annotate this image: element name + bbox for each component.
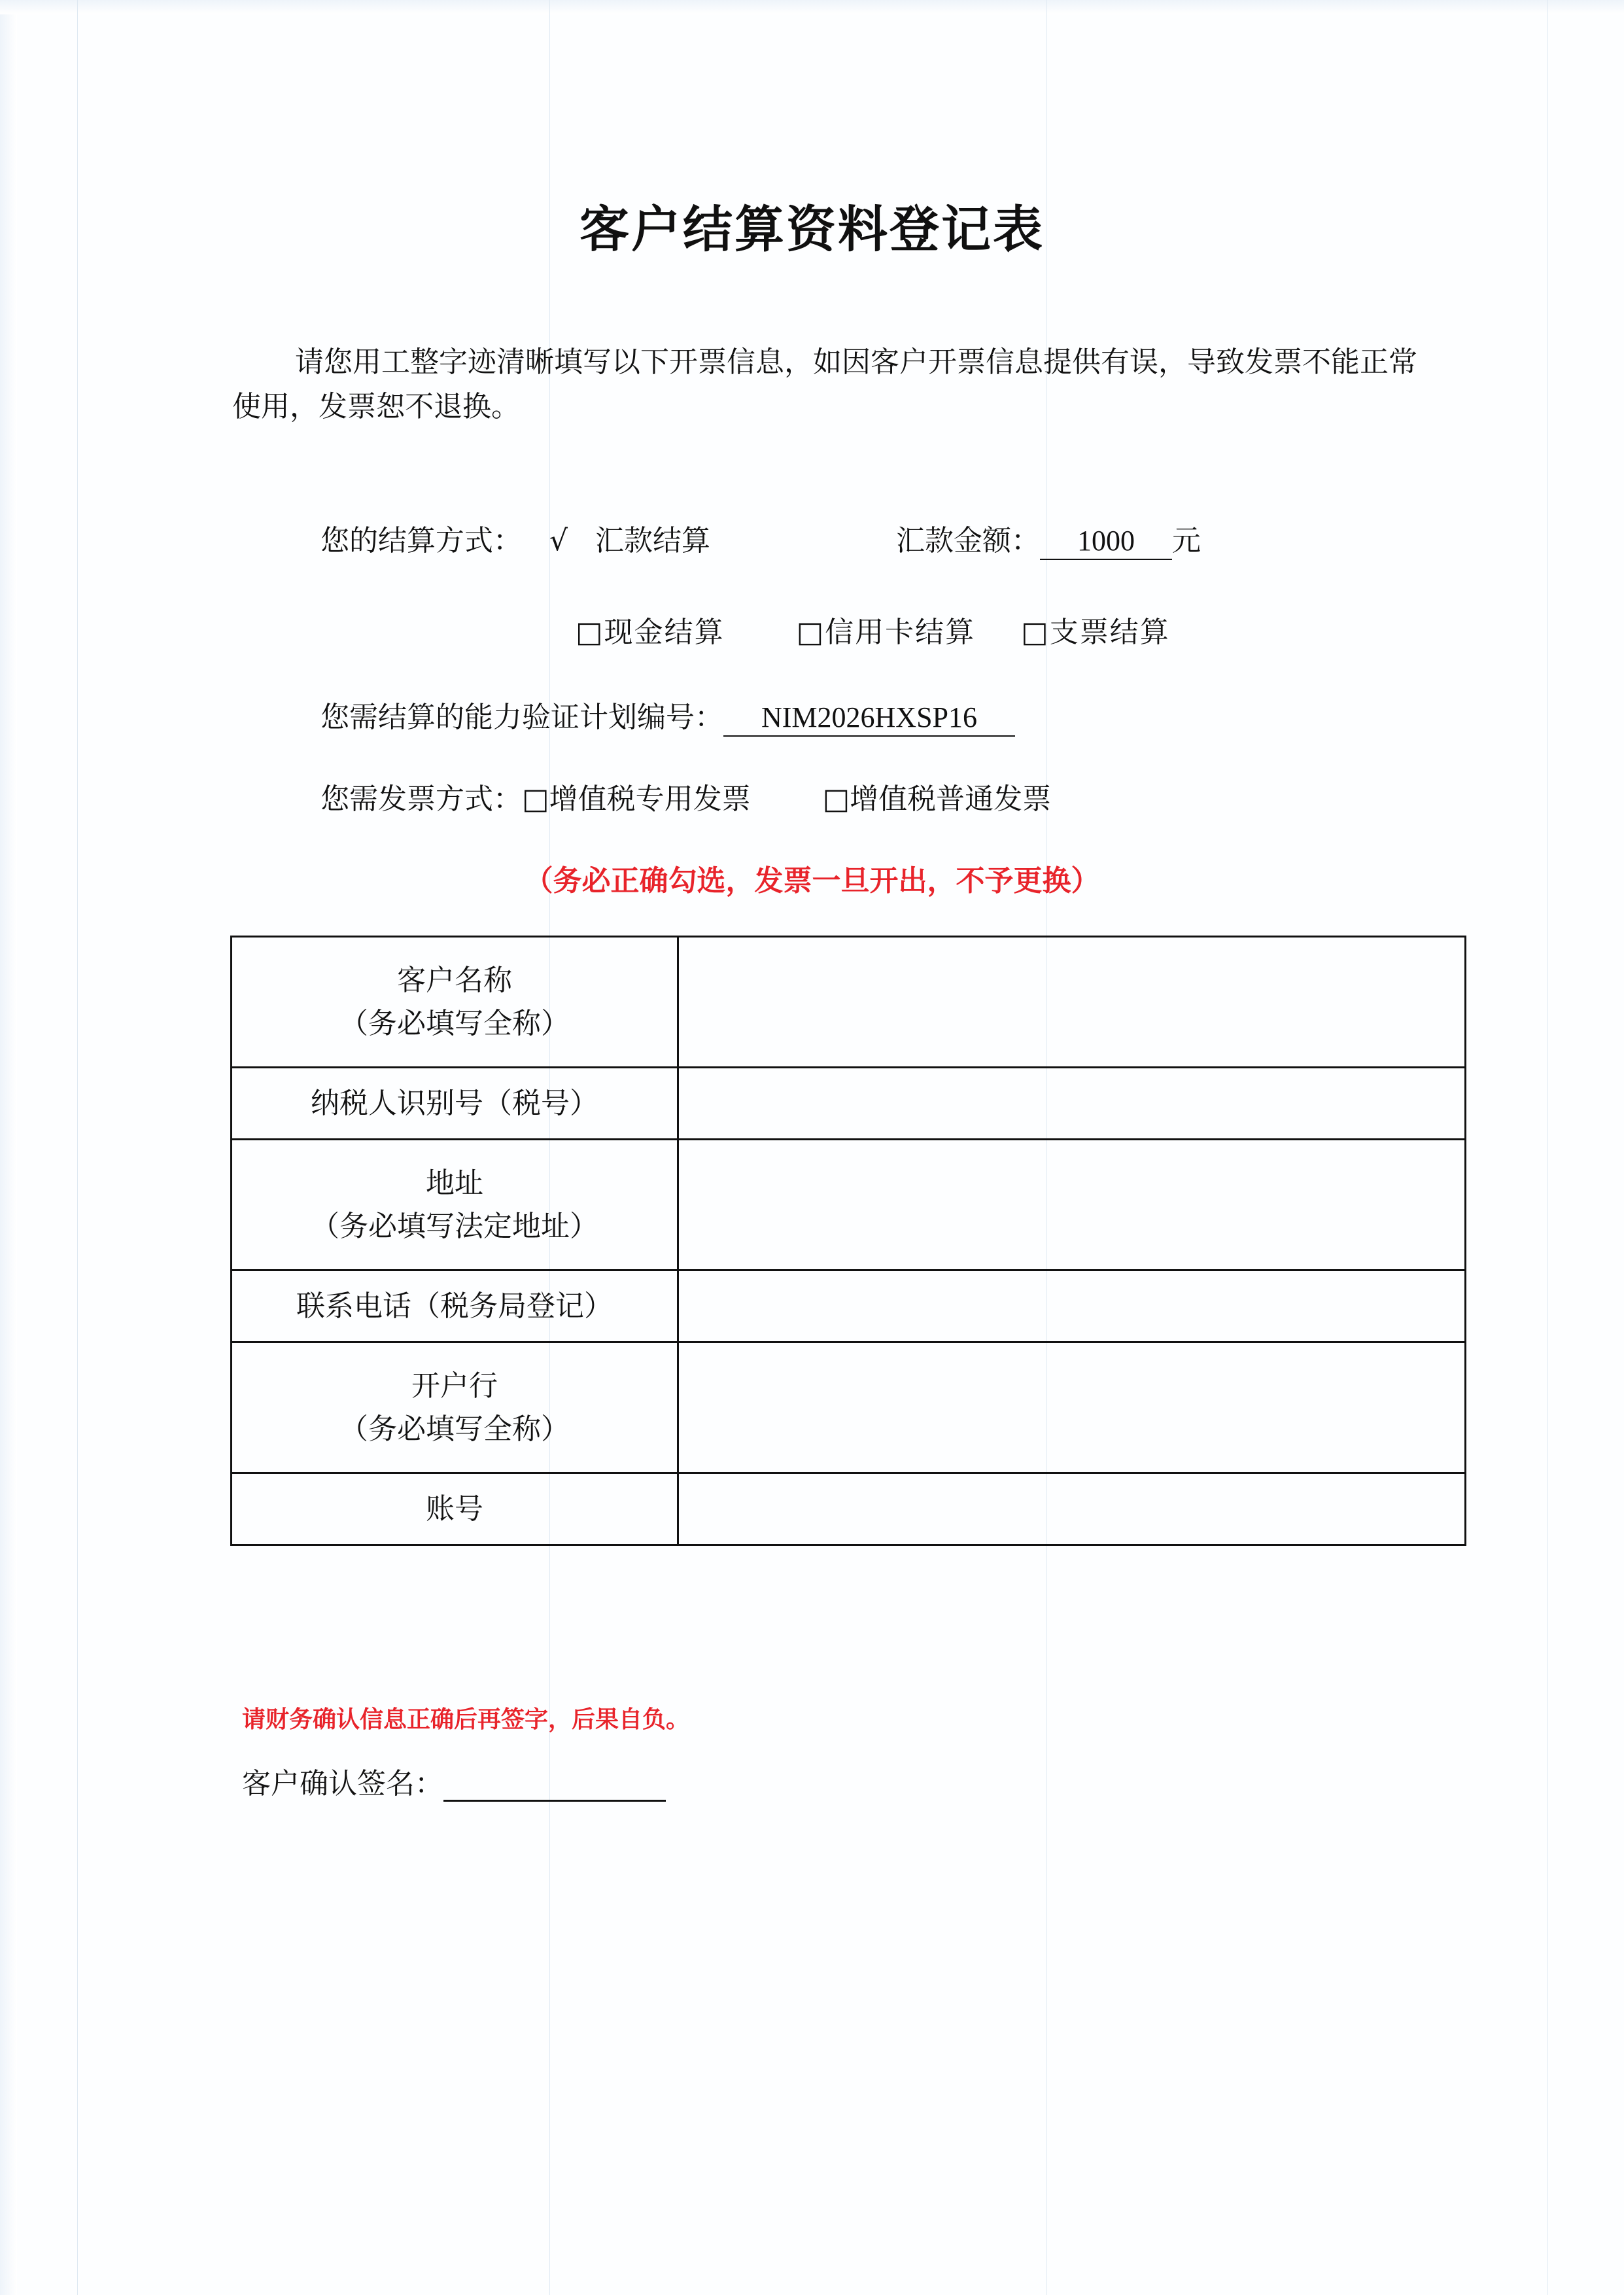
- checkbox-cheque-label: 支票结算: [1049, 616, 1170, 649]
- settlement-method-row: [320, 517, 710, 559]
- settlement-other-options-row: [576, 608, 1170, 650]
- table-row: [232, 1473, 1466, 1545]
- label-line-2: （务必填写全称）: [339, 1006, 570, 1040]
- signature-label: 客户确认签名：: [242, 1767, 443, 1800]
- row-value-bank[interactable]: [678, 1342, 1466, 1473]
- row-label-phone: 联系电话（税务局登记）: [232, 1270, 678, 1342]
- checkbox-credit-card-label: 信用卡结算: [825, 616, 976, 649]
- invoice-type-label: 您需发票方式：: [320, 782, 522, 816]
- signature-row: [242, 1760, 666, 1802]
- row-label-account: 账号: [232, 1473, 678, 1545]
- checkbox-credit-card[interactable]: □: [796, 616, 825, 649]
- checkbox-general-invoice[interactable]: □: [822, 782, 850, 816]
- row-label-address: [232, 1140, 678, 1270]
- row-value-phone[interactable]: [678, 1270, 1466, 1342]
- label-line-1: 客户名称: [397, 963, 512, 997]
- checkbox-cheque[interactable]: □: [1021, 616, 1050, 649]
- plan-number-label: 您需结算的能力验证计划编号：: [320, 701, 723, 734]
- settlement-checked-mark[interactable]: √: [549, 524, 568, 557]
- label-line-1: 地址: [426, 1166, 483, 1200]
- plan-number-row: [320, 693, 1015, 737]
- settlement-method-label: 您的结算方式：: [320, 524, 522, 557]
- label-line-1: 开户行: [411, 1369, 498, 1403]
- remittance-amount-row: [896, 517, 1201, 560]
- remittance-amount-unit: 元: [1172, 524, 1201, 557]
- row-value-address[interactable]: [678, 1140, 1466, 1270]
- invoice-warning-text: （务必正确勾选，发票一旦开出，不予更换）: [524, 864, 1100, 898]
- checkbox-general-invoice-label: 增值税普通发票: [850, 782, 1052, 816]
- invoice-type-row: [320, 775, 1051, 817]
- customer-info-table: [230, 936, 1466, 1546]
- row-label-tax-id: 纳税人识别号（税号）: [232, 1068, 678, 1140]
- row-label-bank: [232, 1342, 678, 1473]
- remittance-amount-label: 汇款金额：: [896, 524, 1040, 557]
- checkbox-cash[interactable]: □: [576, 616, 604, 649]
- finance-confirm-warning: 请财务确认信息正确后再签字，后果自负。: [242, 1706, 690, 1733]
- settlement-checked-option: 汇款结算: [595, 524, 711, 557]
- table-row: [232, 1270, 1466, 1342]
- row-value-account[interactable]: [678, 1473, 1466, 1545]
- table-row: [232, 1068, 1466, 1140]
- row-label-customer-name: [232, 937, 678, 1068]
- remittance-amount-value[interactable]: 1000: [1040, 524, 1172, 560]
- row-value-customer-name[interactable]: [678, 937, 1466, 1068]
- label-line-2: （务必填写法定地址）: [311, 1209, 598, 1243]
- document-title: 客户结算资料登记表: [579, 200, 1045, 258]
- checkbox-special-invoice[interactable]: □: [522, 782, 549, 816]
- checkbox-cash-label: 现金结算: [604, 616, 725, 649]
- table-row: [232, 937, 1466, 1068]
- label-line-2: （务必填写全称）: [339, 1412, 570, 1446]
- checkbox-special-invoice-label: 增值税专用发票: [549, 782, 751, 816]
- signature-line[interactable]: [443, 1772, 666, 1802]
- table-row: [232, 1140, 1466, 1270]
- row-value-tax-id[interactable]: [678, 1068, 1466, 1140]
- plan-number-value[interactable]: NIM2026HXSP16: [723, 701, 1015, 737]
- table-row: [232, 1342, 1466, 1473]
- intro-paragraph: 请您用工整字迹清晰填写以下开票信息，如因客户开票信息提供有误，导致发票不能正常使用，发票恕不退换。: [232, 345, 1417, 424]
